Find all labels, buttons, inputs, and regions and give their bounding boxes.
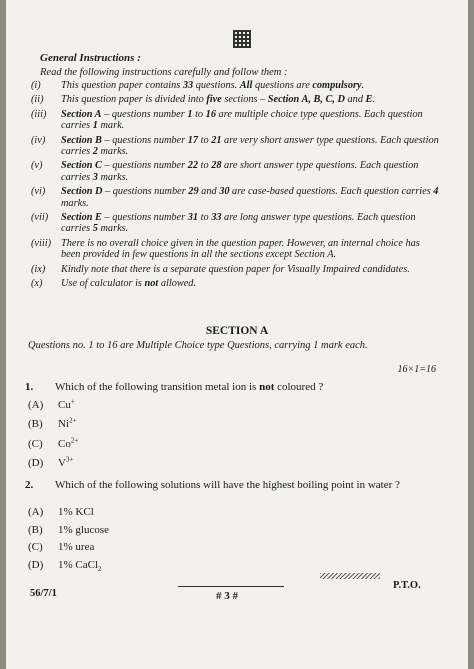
question-text: Which of the following solutions will have the highest boiling point in water ? — [55, 479, 400, 491]
section-intro: Questions no. 1 to 16 are Multiple Choice type Questions, carrying 1 mark each. — [28, 340, 368, 351]
question-text — [55, 381, 435, 394]
instruction-number: (ix) — [31, 263, 46, 275]
section-marks: 16×1=16 — [397, 364, 436, 375]
option-text: $V^{3+}$ — [58, 455, 74, 470]
option-text: $Ni^{2+}$ — [58, 416, 77, 431]
instruction-text: This question paper contains 33 questions. All questions are compulsory. — [61, 80, 365, 91]
footer-rule — [178, 586, 284, 587]
instruction-number: (viii) — [31, 237, 52, 249]
option-a — [28, 506, 94, 518]
option-label: (A) — [28, 398, 44, 411]
question-text-part: Which of the following transition metal ion is — [55, 381, 260, 393]
instruction-text: Section D – questions number 29 and 30 are case-based questions. Each question carries 4 marks. — [61, 186, 439, 209]
option-text: 1% KCl — [58, 506, 94, 518]
instruction-text: Use of calculator is not allowed. — [61, 278, 197, 290]
instructions-list — [31, 80, 441, 293]
option-c — [28, 541, 94, 553]
option-a — [28, 397, 75, 411]
instruction-item — [31, 186, 441, 209]
instructions-title: General Instructions : — [40, 52, 141, 64]
option-text: 1% urea — [58, 541, 95, 553]
option-c — [28, 436, 78, 450]
instruction-item — [31, 212, 441, 235]
option-label: (D) — [28, 558, 44, 571]
option-label: (D) — [28, 457, 44, 470]
instruction-text: Section B – questions number 17 to 21 are very short answer type questions. Each question carries 2 marks. — [61, 134, 439, 158]
option-text: Cu+ — [58, 397, 75, 411]
instruction-text: Section C – questions number 22 to 28 are short answer type questions. Each question carries 3 marks. — [61, 160, 419, 183]
instruction-number: (iii) — [31, 108, 47, 120]
question-text-emphasis: not — [259, 381, 275, 393]
option-text: 1% glucose — [58, 523, 110, 536]
instruction-item — [31, 109, 441, 132]
option-text: $Co^{2+}$ — [58, 436, 79, 450]
instruction-item — [31, 278, 441, 289]
instruction-number: (iv) — [31, 134, 46, 146]
instruction-item — [31, 264, 441, 275]
instruction-item — [31, 80, 441, 91]
instruction-number: (vi) — [31, 186, 46, 198]
page-number: # 3 # — [216, 590, 238, 602]
instruction-item — [31, 160, 441, 183]
paper-code: 56/7/1 — [30, 588, 57, 599]
instruction-text: Section A – questions number 1 to 16 are multiple choice type questions. Each question carries 1 mark. — [61, 108, 423, 132]
option-d — [28, 559, 102, 573]
instruction-number: (v) — [31, 160, 43, 172]
question-text-part: coloured ? — [274, 381, 324, 393]
section-title: SECTION A — [205, 325, 269, 337]
instruction-text: Kindly note that there is a separate question paper for Visually Impaired candidates. — [61, 263, 410, 275]
option-text: 1% CaCl$_2$ — [58, 558, 102, 573]
instruction-item — [31, 94, 441, 105]
instruction-number: (x) — [31, 278, 43, 290]
instruction-text: This question paper is divided into five sections – Section A, B, C, D and E. — [61, 94, 375, 106]
option-label: (C) — [28, 437, 43, 450]
option-b — [28, 417, 76, 431]
signature-squiggle — [320, 573, 380, 579]
instruction-item — [31, 135, 441, 158]
instruction-text: There is no overall choice given in the question paper. However, an internal choice has been provided in few questions in all the sections except Section A. — [61, 237, 420, 261]
question-number: 2. — [25, 479, 34, 491]
instruction-number: (vii) — [31, 212, 49, 224]
question-number: 1. — [25, 381, 34, 393]
option-b — [28, 524, 109, 536]
instruction-item — [31, 238, 441, 261]
instruction-number: (ii) — [31, 94, 44, 106]
instructions-intro: Read the following instructions carefully and follow them : — [40, 67, 288, 78]
option-label: (B) — [28, 418, 43, 431]
option-label: (B) — [28, 523, 43, 536]
option-label: (C) — [28, 541, 43, 553]
instruction-number: (i) — [31, 80, 41, 91]
pto-label: P.T.O. — [393, 580, 421, 591]
instruction-text: Section E – questions number 31 to 33 are long answer type questions. Each question carries 5 marks. — [61, 212, 416, 235]
qr-code-icon — [233, 30, 251, 48]
option-label: (A) — [28, 506, 44, 518]
option-d — [28, 456, 73, 470]
